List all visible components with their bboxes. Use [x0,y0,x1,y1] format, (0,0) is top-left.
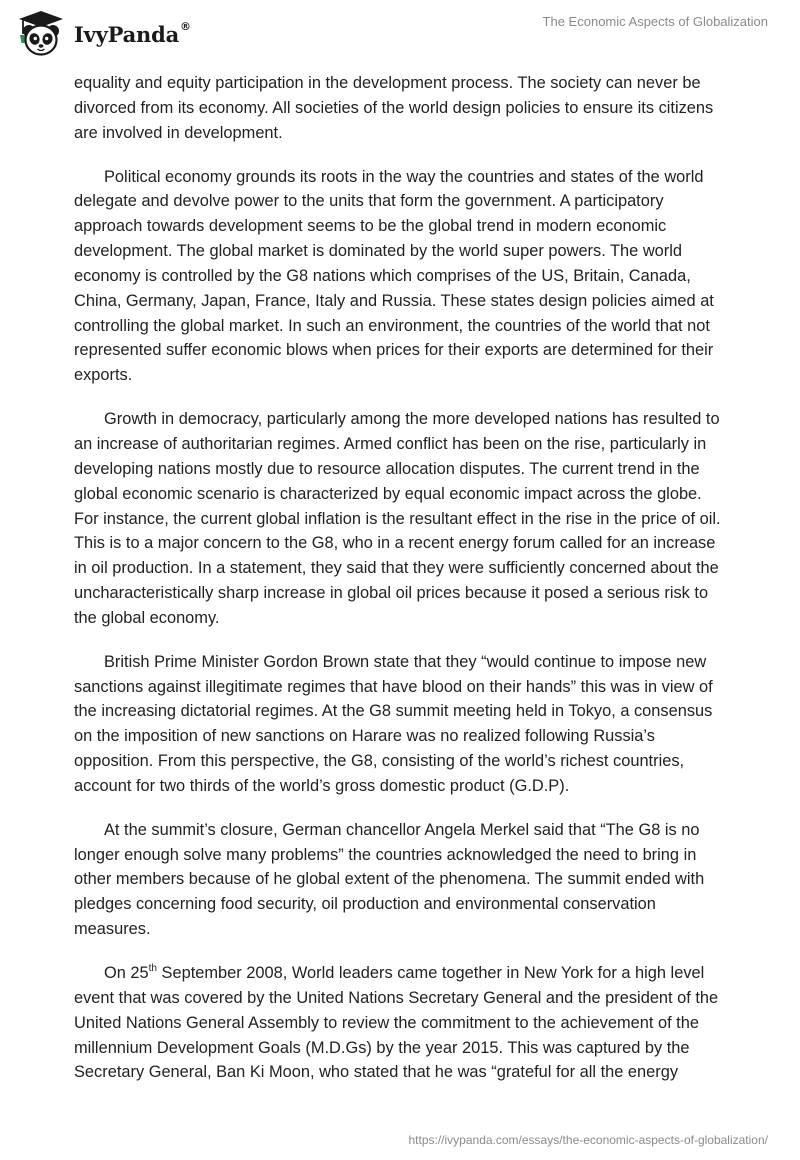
paragraph: At the summit’s closure, German chancellor Angela Merkel said that “The G8 is no longer enough solve many problems” the countries acknowledged the need to bring in other members because of he global extent of the phenomena. The summit ended with pledges concerning food security, oil production and environmental conservation measures. [74,820,705,939]
paragraph: equality and equity participation in the development process. The society can never be divorced from its economy. All societies of the world design policies to ensure its citizens are involved in development. [74,74,714,142]
page-header [0,0,800,70]
paragraph: Growth in democracy, particularly among the more developed nations has resulted to an increase of authoritarian regimes. Armed conflict has been on the rise, particularly in developing nations mostly due to resource allocation disputes. The current trend in the global economic scenario is characterized by equal economic impact across the globe. For instance, the current global inflation is the resultant effect in the rise in the price of oil. This is to a major concern to the G8, who in a recent energy forum called for an increase in oil production. In a statement, they said that they were sufficiently concerned about the uncharacteristically sharp increase in global oil prices because it posed a serious risk to the global economy. [74,410,721,627]
paragraph-text-rest: September 2008, World leaders came together in New York for a high level event that was covered by the United Nations Secretary General and the president of the United Nations General Assembly to review the commitment to the achievement of the millennium Development Goals (M.D.Gs) by the year 2015. This was captured by the Secretary General, Ban Ki Moon, who stated that he was “grateful for all the energy [74,964,719,1082]
paragraph-text-start: On 25 [104,964,149,982]
source-url[interactable]: https://ivypanda.com/essays/the-economic-aspects-of-globalization/ [408,1133,768,1147]
registered-mark: ® [180,19,191,33]
document-title: The Economic Aspects of Globalization [542,14,768,29]
ordinal-suffix: th [148,962,157,974]
brand-logo[interactable] [14,8,191,58]
paragraph: British Prime Minister Gordon Brown state that they “would continue to impose new sanctions against illegitimate regimes that have blood on their hands” this was in view of the increasing dictatorial regimes. At the G8 summit meeting held in Tokyo, a consensus on the imposition of new sanctions on Harare was no realized following Russia’s opposition. From this perspective, the G8, consisting of the world’s richest countries, account for two thirds of the world’s gross domestic product (G.D.P). [74,652,713,795]
panda-graduate-icon [14,8,68,58]
paragraph: Political economy grounds its roots in the way the countries and states of the world delegate and devolve power to the units that form the government. A participatory approach towards development seems to be the global trend in modern economic development. The global market is dominated by the world super powers. The world economy is controlled by the G8 nations which comprises of the US, Britain, Canada, China, Germany, Japan, France, Italy and Russia. These states design policies aimed at controlling the global market. In such an environment, the countries of the world that not represented suffer economic blows when prices for their exports are determined for their exports. [74,167,714,385]
paragraph [74,961,728,1085]
brand-name: IvyPanda® [74,19,191,47]
essay-body [74,71,728,1104]
